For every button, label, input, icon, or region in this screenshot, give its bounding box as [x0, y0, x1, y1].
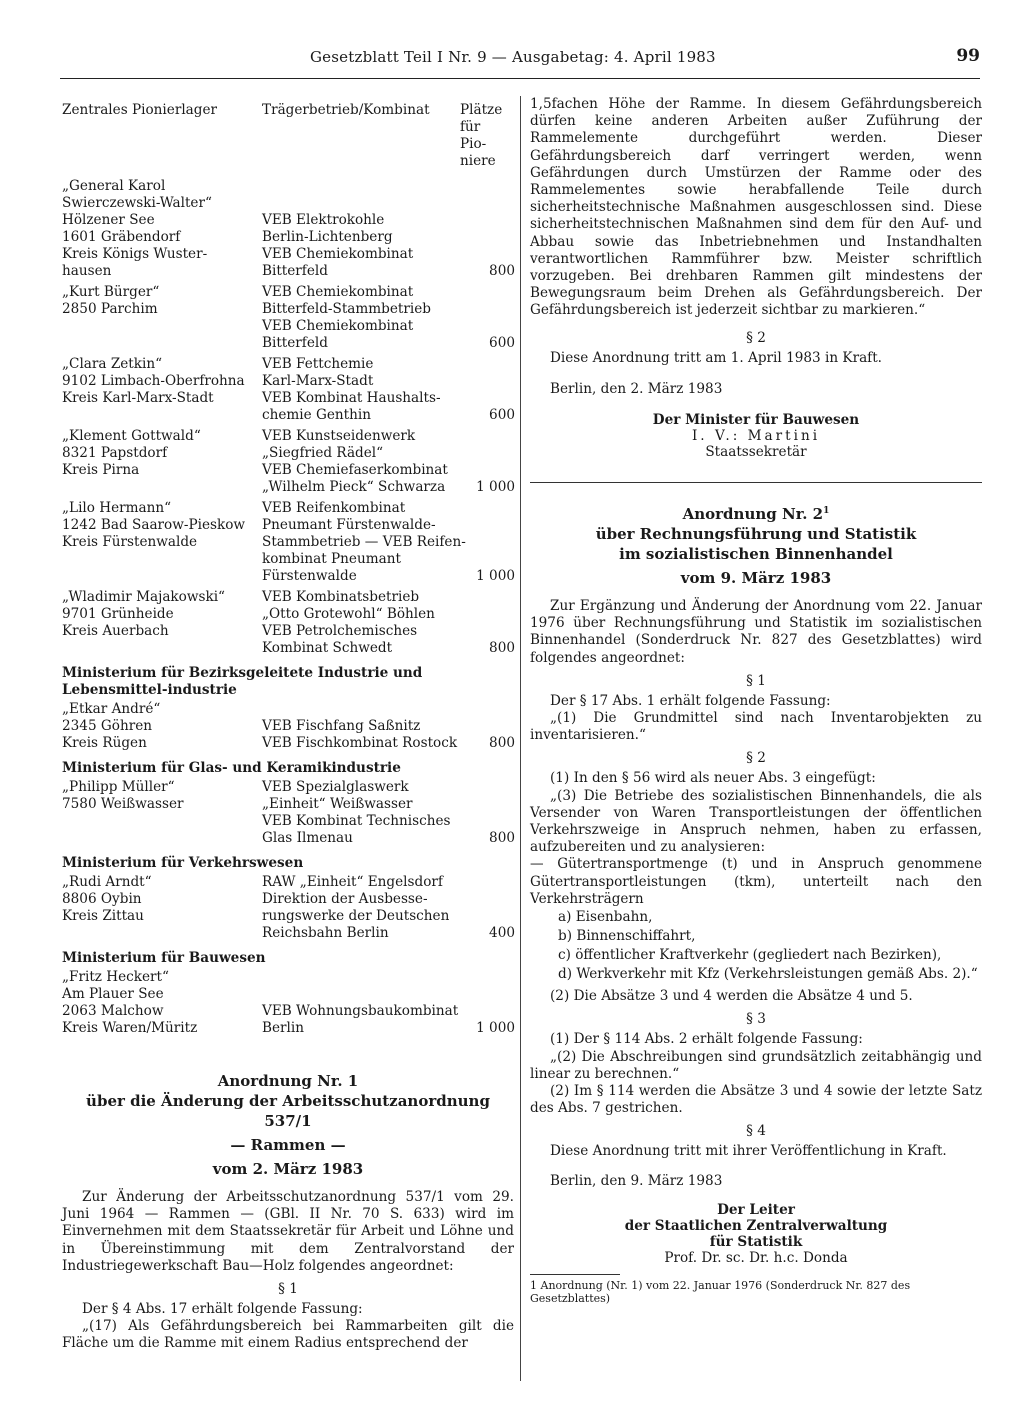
decree2-s3-text2: (2) Im § 114 werden die Absätze 3 und 4 sowie der letzte Satz des Abs. 7 gestrichen.	[530, 1082, 982, 1117]
table-cell-camp: „Fritz Heckert“ Am Plauer See 2063 Malchow Kreis Waren/Müritz	[62, 969, 198, 1036]
table-row	[62, 178, 514, 280]
decree2-signature-title2: der Staatlichen Zentralverwaltung	[624, 1217, 888, 1234]
table-cell-operator: VEB Spezialglaswerk „Einheit“ Weißwasser VEB Kombinat Technisches Glas Ilmenau	[262, 779, 451, 846]
table-cell-places: 800	[489, 640, 515, 656]
decree1-place-date: Berlin, den 2. März 1983	[550, 380, 723, 397]
table-cell-camp: „Clara Zetkin“ 9102 Limbach-Oberfrohna Kreis Karl-Marx-Stadt	[62, 356, 245, 406]
decree1-date: vom 2. März 1983	[212, 1160, 364, 1178]
decree1-s1-continued: 1,5fachen Höhe der Ramme. In diesem Gefährdungsbereich dürfen keine anderen Arbeiten außer Zuführung der Rammelemente durchgeführt werden. Dieser Gefährdungsbereich darf verringert werden, wenn Gefährdungen durch Umstürzen der Ramme oder des Rammelementes sowie herabfallende Teile durch sicherheitstechnische Maßnahmen ausgeschlossen sind. Diese sicherheitstechnischen Maßnahmen sind dem für den Auf- und Abbau sowie das Inbetriebnehmen und Instandhalten verantwortlichen Rammführer bzw. Meister schriftlich vorzugeben. Bei drehbaren Rammen gilt mindestens der Bewegungsraum beim Drehen als Gefährdungsbereich. Der Gefährdungsbereich ist jederzeit sichtbar zu markieren.“	[530, 96, 982, 319]
table-cell-camp: „Klement Gottwald“ 8321 Papstdorf Kreis Pirna	[62, 428, 201, 478]
table-cell-places: 800	[489, 830, 515, 846]
decree-separator	[530, 482, 982, 483]
list-item: c) öffentlicher Kraftverkehr (gegliedert nach Bezirken),	[558, 947, 942, 964]
decree2-s4: § 4	[746, 1123, 766, 1140]
table-cell-places: 1 000	[476, 568, 515, 584]
table-cell-camp: „Lilo Hermann“ 1242 Bad Saarow-Pieskow Kreis Fürstenwalde	[62, 500, 246, 550]
table-cell-camp: „General Karol Swierczewski-Walter“ Hölzener See 1601 Gräbendorf Kreis Königs Wuster- hausen	[62, 178, 212, 279]
header-title: Gesetzblatt Teil I Nr. 9 — Ausgabetag: 4. April 1983	[310, 48, 716, 66]
ministry-heading: Ministerium für Bauwesen	[62, 950, 266, 966]
table-cell-operator: VEB Wohnungsbaukombinat Berlin	[262, 1003, 459, 1036]
table-row	[62, 356, 514, 424]
decree2-s3-text: (1) Der § 114 Abs. 2 erhält folgende Fassung:	[550, 1031, 863, 1048]
table-cell-places: 800	[489, 263, 515, 279]
decree2-signature-title3: für Statistik	[709, 1233, 803, 1250]
decree1-s2-text: Diese Anordnung tritt am 1. April 1983 in Kraft.	[550, 349, 882, 366]
decree2-title2: über Rechnungsführung und Statistik	[595, 525, 917, 544]
decree1-title3: — Rammen —	[230, 1136, 346, 1154]
decree2-s2-text: (1) In den § 56 wird als neuer Abs. 3 eingefügt:	[550, 770, 876, 787]
page-header	[60, 48, 980, 78]
table-cell-operator: RAW „Einheit“ Engelsdorf Direktion der Ausbesse- rungswerke der Deutschen Reichsbahn Berlin	[262, 874, 450, 941]
table-row	[62, 779, 514, 847]
camp-table	[62, 178, 514, 1037]
decree2-title1: Anordnung Nr. $2^1$	[682, 505, 830, 524]
table-cell-camp: „Kurt Bürger“ 2850 Parchim	[62, 284, 160, 317]
decree2-s2-dash: — Gütertransportmenge (t) und in Anspruch genommene Gütertransportleistungen (tkm), unterteilt nach den Verkehrsträgern	[530, 856, 982, 907]
table-cell-operator: VEB Fischfang Saßnitz VEB Fischkombinat Rostock	[262, 718, 458, 751]
header-operator: Trägerbetrieb/Kombinat	[262, 102, 430, 118]
table-cell-operator: VEB Kunstseidenwerk „Siegfried Rädel“ VEB Chemiefaserkombinat „Wilhelm Pieck“ Schwarza	[262, 428, 448, 495]
decree1-s2: § 2	[746, 329, 766, 346]
ministry-heading: Ministerium für Bezirksgeleitete Industrie und Lebensmittel-industrie	[62, 665, 423, 698]
table-cell-operator: VEB Fettchemie Karl-Marx-Stadt VEB Kombinat Haushalts- chemie Genthin	[262, 356, 441, 423]
decree2-s2-list	[530, 908, 982, 984]
decree1-signature-name: I. V.: Martini	[691, 428, 821, 445]
table-cell-operator: VEB Elektrokohle Berlin-Lichtenberg VEB Chemiekombinat Bitterfeld	[262, 212, 414, 279]
table-row	[62, 284, 514, 352]
table-cell-camp: „Philipp Müller“ 7580 Weißwasser	[62, 779, 184, 812]
table-row	[62, 428, 514, 496]
header-rule	[60, 78, 980, 79]
list-item: d) Werkverkehr mit Kfz (Verkehrsleistungen gemäß Abs. 2).“	[558, 966, 978, 983]
table-row	[62, 701, 514, 752]
table-cell-places: 400	[489, 925, 515, 941]
decree1-title1: Anordnung Nr. 1	[217, 1072, 359, 1090]
table-row	[62, 874, 514, 942]
decree1-s1-text: Der § 4 Abs. 17 erhält folgende Fassung:	[82, 1301, 363, 1318]
header-camp: Zentrales Pionierlager	[62, 102, 218, 118]
decree2-s2: § 2	[746, 750, 766, 767]
decree2-s3-quote: „(2) Die Abschreibungen sind grundsätzlich zeitabhängig und linear zu berechnen.“	[530, 1048, 982, 1082]
table-cell-places: 600	[489, 335, 515, 351]
decree2-date: vom 9. März 1983	[680, 569, 832, 588]
decree2-signature-name: Prof. Dr. sc. Dr. h.c. Donda	[664, 1249, 848, 1266]
right-column	[530, 96, 982, 1305]
decree2-s2-quote: „(3) Die Betriebe des sozialistischen Binnenhandels, die als Versender von Waren Transportleistungen der öffentlichen Verkehrszweige in Anspruch nehmen, haben zu erfassen, aufzubereiten und zu analysieren:	[530, 787, 982, 856]
ministry-heading: Ministerium für Glas- und Keramikindustrie	[62, 760, 401, 776]
footnote: 1 Anordnung (Nr. 1) vom 22. Januar 1976 (Sonderdruck Nr. 827 des Gesetzblattes)	[530, 1278, 911, 1305]
table-header	[62, 96, 514, 178]
decree1-title2: über die Änderung der Arbeitsschutzanordnung 537/1	[86, 1092, 490, 1130]
decree2-place-date: Berlin, den 9. März 1983	[550, 1172, 723, 1189]
decree2-s2-text2: (2) Die Absätze 3 und 4 werden die Absätze 4 und 5.	[550, 988, 913, 1005]
decree2-s4-text: Diese Anordnung tritt mit ihrer Veröffentlichung in Kraft.	[550, 1143, 947, 1160]
table-row	[62, 589, 514, 657]
table-cell-operator: VEB Kombinatsbetrieb „Otto Grotewohl“ Böhlen VEB Petrolchemisches Kombinat Schwedt	[262, 589, 435, 656]
table-row	[62, 969, 514, 1037]
table-cell-places: 1 000	[476, 479, 515, 495]
list-item: b) Binnenschiffahrt,	[558, 928, 696, 945]
ministry-heading: Ministerium für Verkehrswesen	[62, 855, 304, 871]
list-item: a) Eisenbahn,	[558, 909, 653, 926]
table-cell-places: 1 000	[476, 1020, 515, 1036]
decree1-signature-title: Der Minister für Bauwesen	[652, 412, 860, 429]
decree2-s1-text: Der § 17 Abs. 1 erhält folgende Fassung:	[550, 692, 831, 709]
footnote-rule	[530, 1274, 620, 1275]
decree2-intro: Zur Ergänzung und Änderung der Anordnung vom 22. Januar 1976 über Rechnungsführung und Statistik im sozialistischen Binnenhandel (Sonderdruck Nr. 827 des Gesetzblattes) wird folgendes angeordnet:	[530, 598, 982, 666]
decree2-s1-quote: „(1) Die Grundmittel sind nach Inventarobjekten zu inventarisieren.“	[530, 710, 982, 744]
column-divider	[520, 96, 521, 1381]
table-cell-operator: VEB Chemiekombinat Bitterfeld-Stammbetrieb VEB Chemiekombinat Bitterfeld	[262, 284, 431, 351]
decree2-s1: § 1	[746, 672, 766, 689]
table-row	[62, 500, 514, 585]
table-cell-operator: VEB Reifenkombinat Pneumant Fürstenwalde- Stammbetrieb — VEB Reifen- kombinat Pneumant Fürstenwalde	[262, 500, 466, 584]
decree1-s1-quote: „(17) Als Gefährdungsbereich bei Rammarbeiten gilt die Fläche um die Ramme mit einem Radius entsprechend der	[62, 1318, 514, 1352]
decree1-intro: Zur Änderung der Arbeitsschutzanordnung 537/1 vom 29. Juni 1964 — Rammen — (GBl. II Nr. 70 S. 633) wird im Einvernehmen mit dem Staatssekretär für Arbeit und Löhne und in Übereinstimmung mit dem Zentralvorstand der Industriegewerkschaft Bau—Holz folgendes angeordnet:	[62, 1189, 514, 1274]
left-column	[62, 96, 514, 1353]
page-number: 99	[956, 46, 980, 66]
decree1-signature-role: Staatssekretär	[705, 444, 807, 461]
decree2-signature-title1: Der Leiter	[717, 1201, 795, 1218]
decree2-title3: im sozialistischen Binnenhandel	[619, 545, 893, 564]
table-cell-camp: „Rudi Arndt“ 8806 Oybin Kreis Zittau	[62, 874, 152, 924]
decree1-s1: § 1	[278, 1281, 298, 1298]
table-cell-camp: „Wladimir Majakowski“ 9701 Grünheide Kreis Auerbach	[62, 589, 225, 639]
decree2-s3: § 3	[746, 1011, 766, 1028]
table-cell-camp: „Etkar André“ 2345 Göhren Kreis Rügen	[62, 701, 161, 751]
table-cell-places: 800	[489, 735, 515, 751]
table-cell-places: 600	[489, 407, 515, 423]
header-places: Plätze für Pio- niere	[460, 102, 503, 169]
